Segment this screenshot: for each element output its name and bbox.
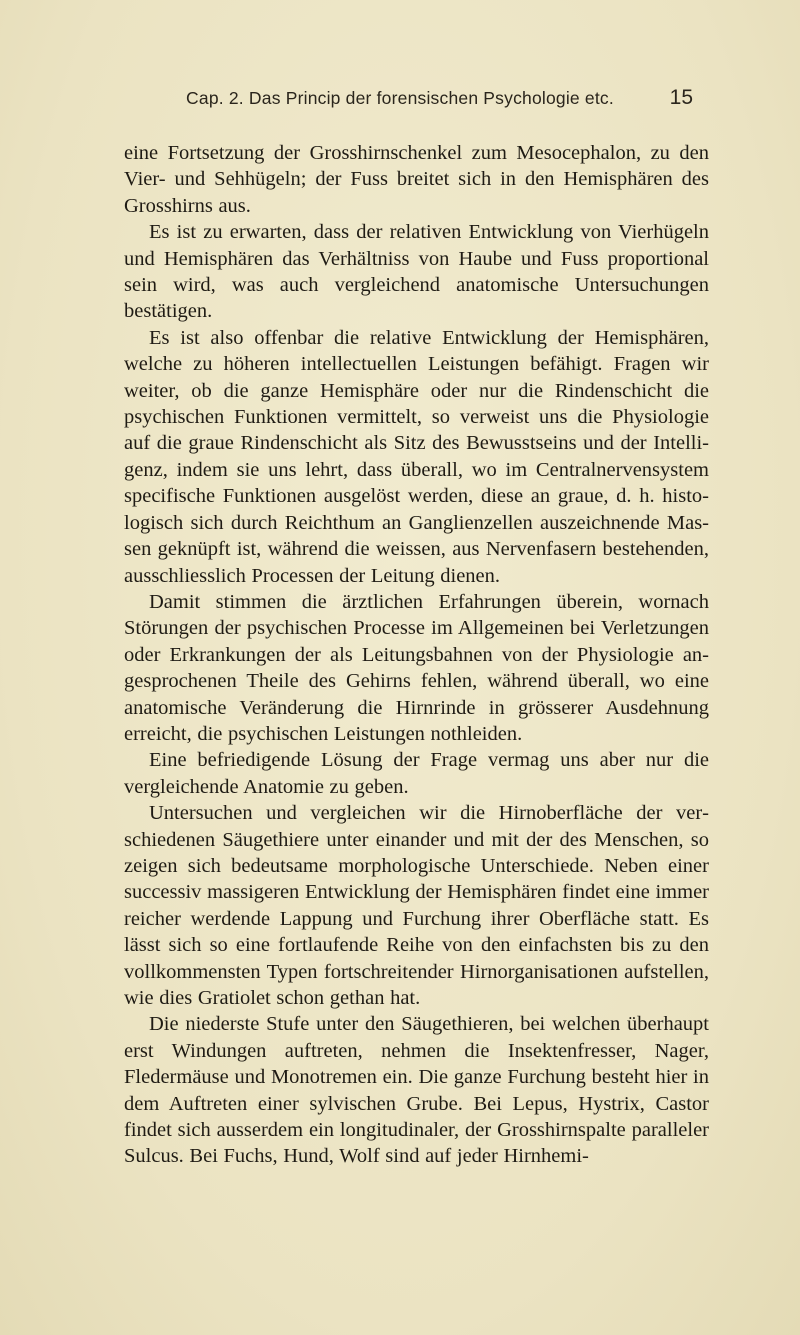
body-text [124, 140, 709, 1170]
page-number: 15 [669, 86, 693, 109]
paragraph: Es ist zu erwarten, dass der relativen Entwicklung von Vierhügeln und Hemisphären das Verhältniss von Haube und Fuss proportional sein wird, was auch vergleichend anatomische Untersuchungen bestätigen. [124, 221, 709, 323]
paragraph: Es ist also offenbar die relative Entwicklung der Hemisphären, welche zu höheren intellectuellen Leistungen befähigt. Fragen wir weiter, ob die ganze Hemisphäre oder nur die Rindenschicht die psychischen Funktionen vermittelt, so verweist uns die Physiologie auf die graue Rindenschicht als Sitz des Bewusstseins und der Intelligenz, indem sie uns lehrt, dass überall, wo im Centralnervensystem specifische Funktionen ausgelöst werden, diese an graue, d. h. histologisch sich durch Reichthum an Ganglienzellen auszeichnende Massen geknüpft ist, während die weissen, aus Nervenfasern bestehenden, ausschliesslich Processen der Leitung dienen. [124, 326, 709, 587]
running-title: Cap. 2. Das Princip der forensischen Psychologie etc. [186, 88, 614, 108]
paragraph: Damit stimmen die ärztlichen Erfahrungen überein, wornach Störungen der psychischen Processe im Allgemeinen bei Verletzungen oder Erkrankungen der als Leitungsbahnen von der Physiologie angesprochenen Theile des Gehirns fehlen, während überall, wo eine anatomische Veränderung die Hirnrinde in grösserer Ausdehnung erreicht, die psychischen Leistungen nothleiden. [124, 590, 709, 745]
paragraph: Untersuchen und vergleichen wir die Hirnoberfläche der verschiedenen Säugethiere unter einander und mit der des Menschen, so zeigen sich bedeutsame morphologische Unterschiede. Neben einer successiv massigeren Entwicklung der Hemisphären findet eine immer reicher werdende Lappung und Furchung ihrer Oberfläche statt. Es lässt sich so eine fortlaufende Reihe von den einfachsten bis zu den vollkommensten Typen fortschreitender Hirnorganisationen aufstellen, wie dies Gratiolet schon gethan hat. [124, 802, 709, 1009]
paragraph: Eine befriedigende Lösung der Frage vermag uns aber nur die vergleichende Anatomie zu geben. [124, 749, 709, 798]
paragraph: Die niederste Stufe unter den Säugethieren, bei welchen überhaupt erst Windungen auftreten, nehmen die Insektenfresser, Nager, Fledermäuse und Monotremen ein. Die ganze Furchung besteht hier in dem Auftreten einer sylvischen Grube. Bei Lepus, Hystrix, Castor findet sich ausserdem ein longitudinaler, der Grosshirnspalte paralleler Sulcus. Bei Fuchs, Hund, Wolf sind auf jeder Hirnhemi- [124, 1013, 709, 1168]
running-head [0, 86, 800, 116]
paragraph-continuation: eine Fortsetzung der Grosshirnschenkel zum Mesocephalon, zu den Vier- und Sehhügeln; der Fuss breitet sich in den Hemisphären des Grosshirns aus. [124, 142, 709, 217]
